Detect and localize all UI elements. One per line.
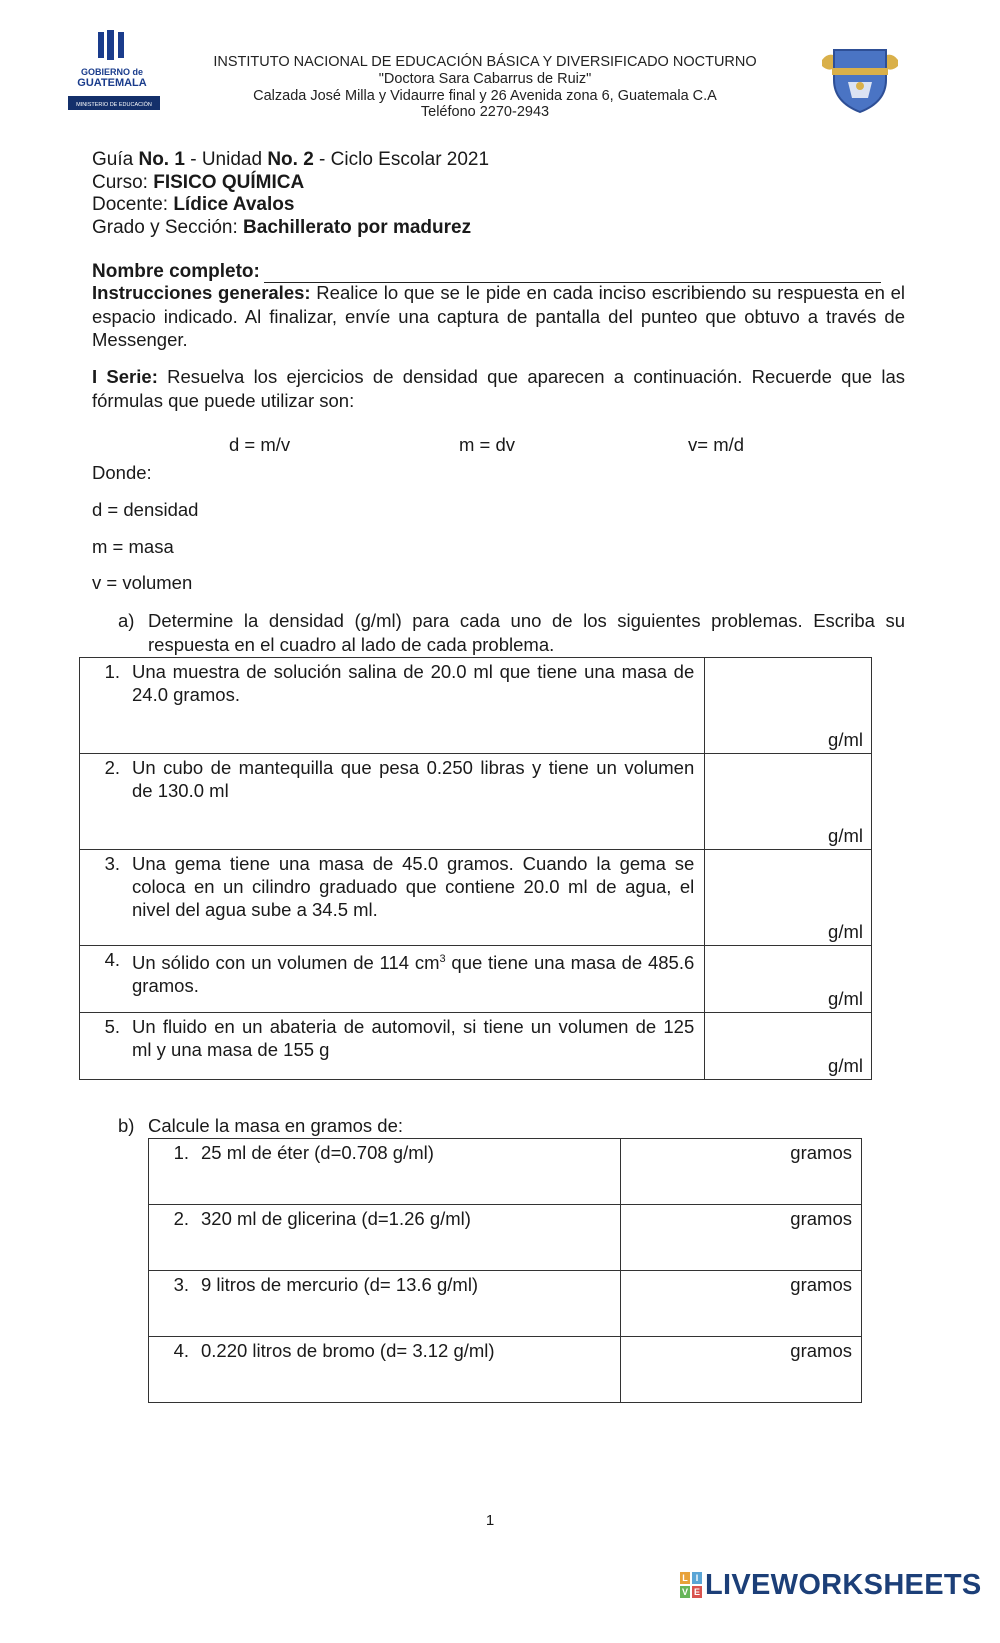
problem-text: Un sólido con un volumen de 114 $cm^3$ que tiene una masa de 485.6 gramos. — [132, 952, 695, 997]
table-row: 4. Un sólido con un volumen de 114 $cm^3$ que tiene una masa de 485.6 gramos. g/ml — [80, 946, 872, 1013]
unit-label: g/ml — [828, 988, 863, 1009]
problem-text: Una gema tiene una masa de 45.0 gramos. Cuando la gema se coloca en un cilindro graduado que contiene 20.0 ml de agua, el nivel del agua sube a 34.5 ml. — [132, 853, 695, 920]
definitions-heading: Donde: — [92, 462, 152, 483]
grade-value: Bachillerato por madurez — [243, 217, 472, 238]
formula-mass: m = dv — [459, 434, 516, 455]
section-b-instructions: Calcule la masa en gramos de: — [148, 1115, 404, 1136]
problem-text: Un cubo de mantequilla que pesa 0.250 libras y tiene un volumen de 130.0 ml — [132, 757, 695, 801]
page-number: 1 — [485, 1512, 495, 1529]
answer-box[interactable] — [621, 1337, 862, 1403]
liveworksheets-logo-icon: L I V E — [681, 1573, 700, 1597]
teacher-name: Lídice Avalos — [173, 194, 295, 215]
logo-line1: GOBIERNO de — [80, 67, 144, 77]
density-problems-table — [79, 657, 872, 1080]
school-address: Calzada José Milla y Vidaurre final y 26 Avenida zona 6, Guatemala C.A — [253, 88, 717, 104]
table-row: 2. 320 ml de glicerina (d=1.26 g/ml) gramos — [149, 1205, 862, 1271]
problem-text: 0.220 litros de bromo (d= 3.12 g/ml) — [201, 1340, 495, 1361]
unit-label: g/ml — [828, 1055, 863, 1076]
unit-label: gramos — [790, 1142, 852, 1163]
definition-density: d = densidad — [92, 499, 199, 520]
nombre-line — [92, 260, 260, 283]
problem-text: Un fluido en un abateria de automovil, si tiene un volumen de 125 ml y una masa de 155 g — [132, 1016, 695, 1060]
formula-density: d = m/v — [229, 434, 291, 455]
unit-label: gramos — [790, 1340, 852, 1361]
unit-label: gramos — [790, 1274, 852, 1295]
table-row: 5. Un fluido en un abateria de automovil, si tiene un volumen de 125 ml y una masa de 155 g g/ml — [80, 1013, 872, 1080]
institution-name: INSTITUTO NACIONAL DE EDUCACIÓN BÁSICA Y DIVERSIFICADO NOCTURNO — [213, 54, 757, 70]
gobierno-guatemala-logo — [68, 30, 166, 114]
curso-line: Curso: FISICO QUÍMICA — [92, 172, 305, 193]
table-row: 3. 9 litros de mercurio (d= 13.6 g/ml) gramos — [149, 1271, 862, 1337]
section-a-instructions: Determine la densidad (g/ml) para cada uno de los siguientes problemas. Escriba su respuesta en el cuadro al lado de cada problema. — [148, 610, 905, 655]
nombre-label: Nombre completo: — [92, 261, 260, 282]
answer-box[interactable] — [705, 754, 872, 850]
problem-text: 25 ml de éter (d=0.708 g/ml) — [201, 1142, 434, 1163]
table-row: 1. Una muestra de solución salina de 20.0 ml que tiene una masa de 24.0 gramos. g/ml — [80, 658, 872, 754]
guia-line: Guía No. 1 - Unidad No. 2 - Ciclo Escolar 2021 — [92, 149, 490, 170]
unit-label: gramos — [790, 1208, 852, 1229]
problem-text: Una muestra de solución salina de 20.0 ml que tiene una masa de 24.0 gramos. — [132, 661, 695, 705]
unit-label: g/ml — [828, 921, 863, 942]
answer-box[interactable] — [705, 850, 872, 946]
logo-bar-text: MINISTERIO DE EDUCACIÓN — [76, 102, 152, 108]
problem-text: 320 ml de glicerina (d=1.26 g/ml) — [201, 1208, 471, 1229]
school-phone: Teléfono 2270-2943 — [420, 104, 550, 120]
table-row: 4. 0.220 litros de bromo (d= 3.12 g/ml) gramos — [149, 1337, 862, 1403]
grado-line: Grado y Sección: Bachillerato por madurez — [92, 217, 472, 238]
course-name: FISICO QUÍMICA — [153, 172, 305, 193]
answer-box[interactable] — [621, 1271, 862, 1337]
table-row: 3. Una gema tiene una masa de 45.0 gramos. Cuando la gema se coloca en un cilindro graduado que contiene 20.0 ml de agua, el nivel del agua sube a 34.5 ml. g/ml — [80, 850, 872, 946]
answer-box[interactable] — [621, 1139, 862, 1205]
mass-problems-table — [148, 1138, 862, 1403]
answer-box[interactable] — [705, 658, 872, 754]
watermark-text: LIVEWORKSHEETS — [705, 1568, 982, 1601]
answer-box[interactable] — [621, 1205, 862, 1271]
problem-text: 9 litros de mercurio (d= 13.6 g/ml) — [201, 1274, 479, 1295]
table-row: 2. Un cubo de mantequilla que pesa 0.250 libras y tiene un volumen de 130.0 ml g/ml — [80, 754, 872, 850]
section-b-letter: b) — [118, 1115, 135, 1136]
serie-instructions: I Serie: Resuelva los ejercicios de densidad que aparecen a continuación. Recuerde que las fórmulas que puede utilizar son: — [92, 366, 905, 411]
liveworksheets-watermark — [680, 1567, 982, 1603]
formula-volume: v= m/d — [688, 434, 745, 455]
definition-volume: v = volumen — [92, 572, 193, 593]
answer-box[interactable] — [705, 1013, 872, 1080]
school-crest-icon — [818, 42, 902, 114]
school-name: "Doctora Sara Cabarrus de Ruiz" — [378, 71, 592, 87]
table-row: 1. 25 ml de éter (d=0.708 g/ml) gramos — [149, 1139, 862, 1205]
unit-label: g/ml — [828, 825, 863, 846]
section-a-letter: a) — [118, 610, 135, 631]
docente-line: Docente: Lídice Avalos — [92, 194, 295, 215]
definition-mass: m = masa — [92, 536, 174, 557]
answer-box[interactable] — [705, 946, 872, 1013]
general-instructions: Instrucciones generales: Realice lo que se le pide en cada inciso escribiendo su respuesta en el espacio indicado. Al finalizar, envíe una captura de pantalla del punteo que obtuvo a través de Messenger. — [92, 282, 905, 350]
unit-label: g/ml — [828, 729, 863, 750]
logo-line2: GUATEMALA — [77, 77, 147, 89]
